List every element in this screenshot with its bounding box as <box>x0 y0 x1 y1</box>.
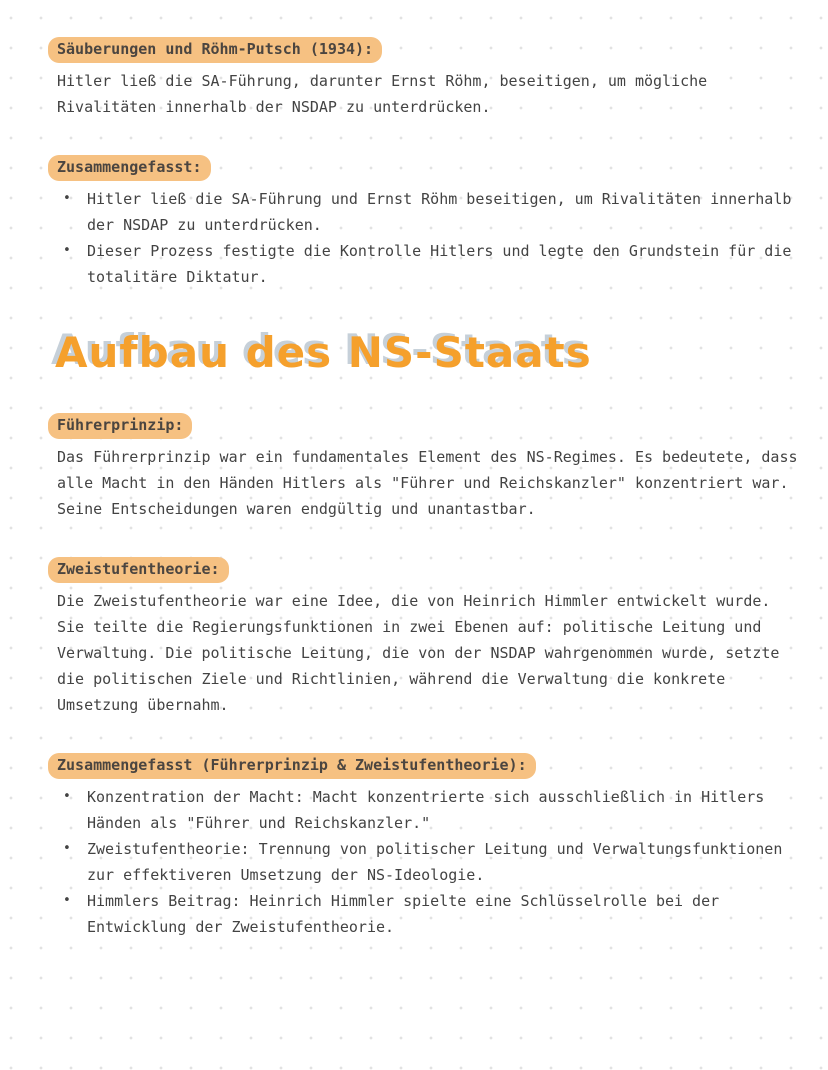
list-item <box>57 238 802 290</box>
bullet-icon: • <box>63 789 71 804</box>
heading-highlight-zusammengefasst-2 <box>48 753 536 779</box>
bullet-text: Zweistufentheorie: Trennung von politischer Leitung und Verwaltungsfunktionen zur effektiveren Umsetzung der NS-Ideologie. <box>87 840 783 884</box>
bullet-text: Dieser Prozess festigte die Kontrolle Hitlers und legte den Grundstein für die totalitäre Diktatur. <box>87 242 792 286</box>
heading-highlight-zweistufentheorie <box>48 557 229 583</box>
bullet-icon: • <box>63 191 71 206</box>
list-item <box>57 784 802 836</box>
page-title: Aufbau des NS-Staats <box>55 328 592 377</box>
bullet-text: Himmlers Beitrag: Heinrich Himmler spielte eine Schlüsselrolle bei der Entwicklung der Zweistufentheorie. <box>87 892 720 936</box>
list-item <box>57 186 802 238</box>
heading-highlight-saeuberungen <box>48 37 382 63</box>
bullet-list <box>57 784 802 940</box>
section-zweistufentheorie <box>57 556 802 718</box>
section-zusammengefasst-2 <box>57 752 802 940</box>
paragraph-saeuberungen: Hitler ließ die SA-Führung, darunter Ernst Röhm, beseitigen, um mögliche Rivalitäten innerhalb der NSDAP zu unterdrücken. <box>57 72 708 116</box>
heading-saeuberungen: Säuberungen und Röhm-Putsch (1934): <box>57 40 374 58</box>
bullet-icon: • <box>63 841 71 856</box>
section-saeuberungen <box>57 36 802 120</box>
section-zusammengefasst-1 <box>57 154 802 290</box>
heading-fuehrerprinzip: Führerprinzip: <box>57 416 184 434</box>
heading-zweistufentheorie: Zweistufentheorie: <box>57 560 220 578</box>
bullet-icon: • <box>63 893 71 908</box>
bullet-icon: • <box>63 243 71 258</box>
bullet-text: Hitler ließ die SA-Führung und Ernst Röhm beseitigen, um Rivalitäten innerhalb der NSDAP zu unterdrücken. <box>87 190 792 234</box>
section-fuehrerprinzip <box>57 412 802 522</box>
heading-highlight-fuehrerprinzip <box>48 413 192 439</box>
paragraph-zweistufentheorie: Die Zweistufentheorie war eine Idee, die von Heinrich Himmler entwickelt wurde. Sie teilte die Regierungsfunktionen in zwei Ebenen auf: politische Leitung und Verwaltung. Die politische Leitung, die von der NSDAP wahrgenommen wurde, setzte die politischen Ziele und Richtlinien, während die Verwaltung die konkrete Umsetzung übernahm. <box>57 592 780 714</box>
list-item <box>57 888 802 940</box>
heading-zusammengefasst-1: Zusammengefasst: <box>57 158 202 176</box>
bullet-text: Konzentration der Macht: Macht konzentrierte sich ausschließlich in Hitlers Händen als "Führer und Reichskanzler." <box>87 788 765 832</box>
paragraph-fuehrerprinzip: Das Führerprinzip war ein fundamentales Element des NS-Regimes. Es bedeutete, dass alle Macht in den Händen Hitlers als "Führer und Reichskanzler" konzentriert war. Seine Entscheidungen waren endgültig und unantastbar. <box>57 448 798 518</box>
bullet-list <box>57 186 802 290</box>
heading-zusammengefasst-2: Zusammengefasst (Führerprinzip & Zweistufentheorie): <box>57 756 527 774</box>
list-item <box>57 836 802 888</box>
heading-highlight-zusammengefasst-1 <box>48 155 211 181</box>
